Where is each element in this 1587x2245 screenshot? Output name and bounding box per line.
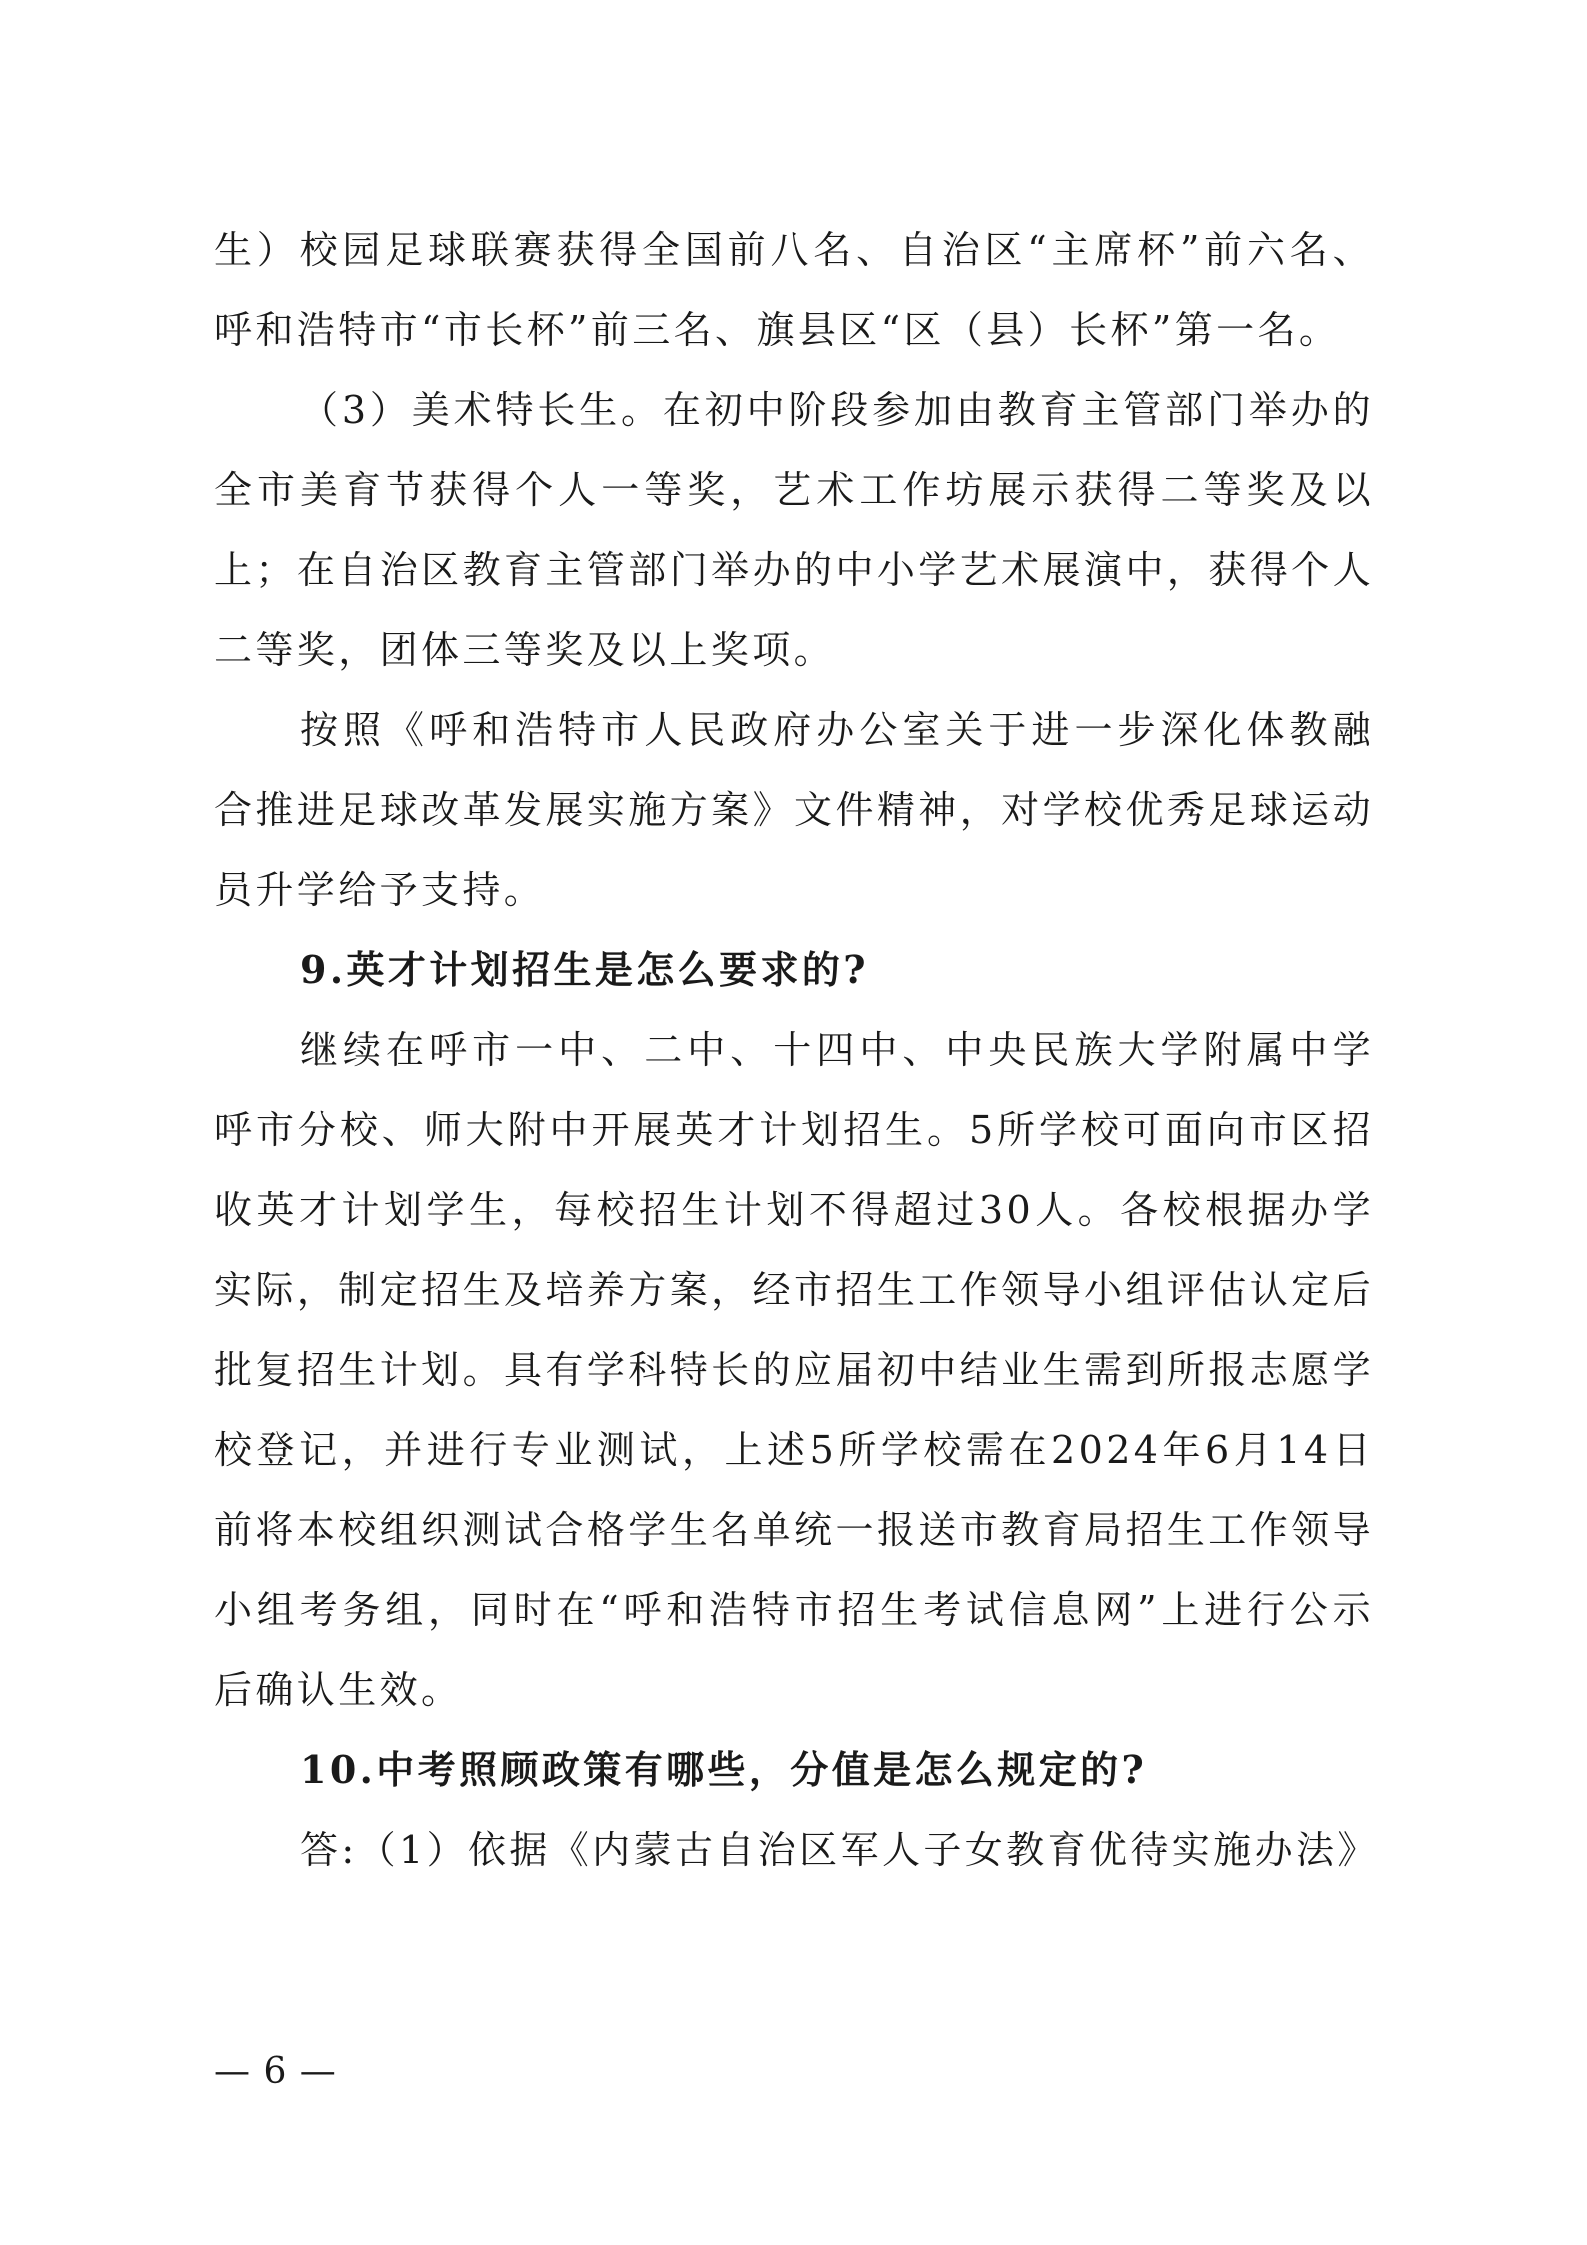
section-heading-9: 9.英才计划招生是怎么要求的? <box>300 947 869 992</box>
paragraph-football-policy: 按照《呼和浩特市人民政府办公室关于进一步深化体教融合推进足球改革发展实施方案》文件精神，对学校优秀足球运动员升学给予支持。 <box>214 708 1374 912</box>
document-body <box>214 210 1379 1890</box>
paragraph-art-specialty: （3）美术特长生。在初中阶段参加由教育主管部门举办的全市美育节获得个人一等奖，艺术工作坊展示获得二等奖及以上；在自治区教育主管部门举办的中小学艺术展演中，获得个人二等奖，团体三等奖及以上奖项。 <box>214 388 1374 672</box>
section-heading-10: 10.中考照顾政策有哪些，分值是怎么规定的? <box>300 1747 1148 1792</box>
paragraph-answer-start: 答:（1）依据《内蒙古自治区军人子女教育优待实施办法》 <box>300 1828 1379 1872</box>
paragraph-talent-program: 继续在呼市一中、二中、十四中、中央民族大学附属中学呼市分校、师大附中开展英才计划招生。5所学校可面向市区招收英才计划学生，每校招生计划不得超过30人。各校根据办学实际，制定招生及培养方案，经市招生工作领导小组评估认定后批复招生计划。具有学科特长的应届初中结业生需到所报志愿学校登记，并进行专业测试，上述5所学校需在2024年6月14日前将本校组织测试合格学生名单统一报送市教育局招生工作领导小组考务组，同时在“呼和浩特市招生考试信息网”上进行公示后确认生效。 <box>214 1028 1374 1712</box>
page-number: — 6 — <box>214 2051 337 2092</box>
paragraph-continuation: 生）校园足球联赛获得全国前八名、自治区“主席杯”前六名、呼和浩特市“市长杯”前三名、旗县区“区（县）长杯”第一名。 <box>214 228 1374 352</box>
